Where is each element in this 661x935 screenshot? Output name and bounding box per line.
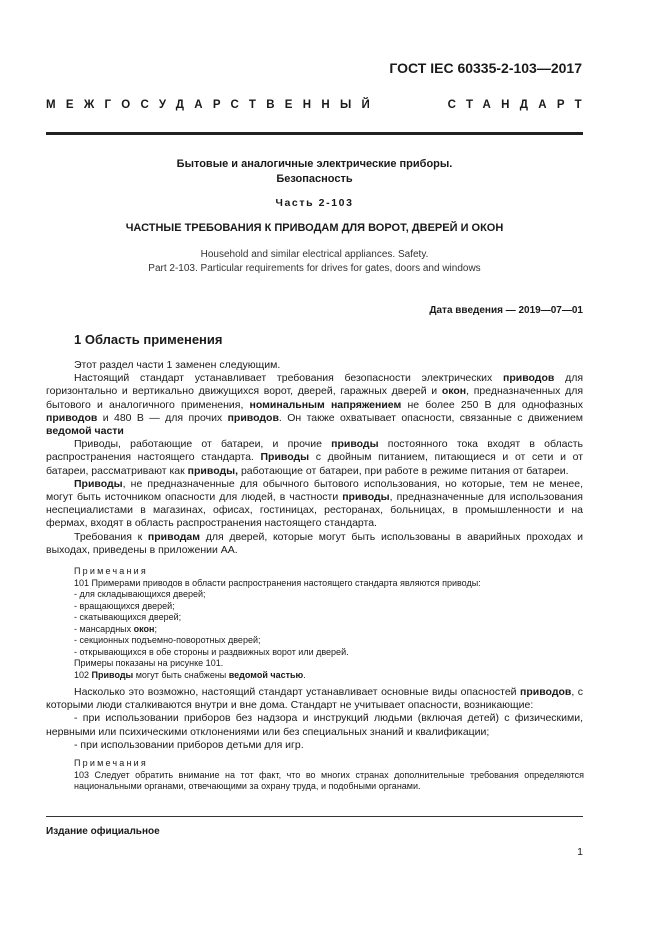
page-number: 1 bbox=[577, 846, 583, 858]
note-item: - открывающихся в обе стороны и раздвижных ворот или дверей. bbox=[74, 646, 349, 657]
paragraph-hazards: Насколько это возможно, настоящий стандарт устанавливает основные виды опасностей приводов, с которыми люди сталкиваются внутри и вне дома. Стандарт не учитывает опасности, возникающие: bbox=[46, 686, 584, 712]
footer-rule bbox=[46, 816, 583, 817]
english-title bbox=[46, 248, 583, 276]
paragraph-battery: Приводы, работающие от батареи, и прочие приводы постоянного тока входят в область распространения настоящего стандарта. Приводы с двойным питанием, питающиеся и от сети и от батареи, рассматривают как приводы, работающие от батареи, при работе в режиме питания от батареи. bbox=[46, 438, 584, 477]
title-block bbox=[46, 157, 583, 187]
section-heading: 1 Область применения bbox=[74, 332, 223, 347]
paragraph-emergency: Требования к приводам для дверей, которые могут быть использованы в аварийных проходах и выходах, приведены в приложении АА. bbox=[46, 530, 583, 556]
note-item: - мансардных окон; bbox=[74, 623, 157, 634]
english-title-line-2: Part 2-103. Particular requirements for drives for gates, doors and windows bbox=[148, 263, 481, 274]
notes-heading: Примечания bbox=[74, 566, 148, 576]
introduction-date: Дата введения — 2019—07—01 bbox=[429, 305, 583, 316]
notes-block-1 bbox=[74, 566, 584, 681]
note-examples: Примеры показаны на рисунке 101. bbox=[74, 658, 224, 668]
section-body-1 bbox=[46, 359, 583, 557]
note-item: - вращающихся дверей; bbox=[74, 600, 175, 611]
note-item: - для складывающихся дверей; bbox=[74, 589, 206, 599]
paragraph-scope: Настоящий стандарт устанавливает требования безопасности электрических приводов для горизонтально и вертикально движущихся ворот, дверей, гаражных дверей и окон, предназначенных для бытового и аналогичного применения, номинальным напряжением не более 250 В для однофазных приводов и 480 В — для прочих приводов. Он также охватывает опасности, связанные с движением ведомой части bbox=[46, 372, 584, 438]
standard-type-word-2: СТАНДАРТ bbox=[447, 99, 592, 111]
hazard-item: - при использовании приборов без надзора и инструкций людьми (включая детей) с физическими, нервными или психическими отклонениями или без специальных знаний и квалификации; bbox=[46, 712, 583, 738]
note-item: - секционных подъемно-поворотных дверей; bbox=[74, 635, 261, 645]
hazard-item: - при использовании приборов детьми для игр. bbox=[74, 738, 304, 751]
notes-block-2 bbox=[74, 758, 584, 793]
note-item: - скатывающихся дверей; bbox=[74, 612, 182, 622]
title-line-2: Безопасность bbox=[276, 173, 353, 185]
title-line-1: Бытовые и аналогичные электрические приборы. bbox=[176, 158, 453, 170]
header-rule bbox=[46, 132, 583, 135]
main-title: ЧАСТНЫЕ ТРЕБОВАНИЯ К ПРИВОДАМ ДЛЯ ВОРОТ, ДВЕРЕЙ И ОКОН bbox=[125, 222, 504, 234]
paragraph-replace: Этот раздел части 1 заменен следующим. bbox=[74, 359, 281, 371]
english-title-line-1: Household and similar electrical appliances. Safety. bbox=[200, 249, 429, 260]
note-103: 103 Следует обратить внимание на тот факт, что во многих странах дополнительные требования определяются национальными органами, отвечающими за охрану труда, и подобными органами. bbox=[74, 769, 584, 791]
notes-heading: Примечания bbox=[74, 758, 148, 768]
standard-type-word-1: МЕЖГОСУДАРСТВЕННЫЙ bbox=[46, 99, 381, 111]
part-label: Часть 2-103 bbox=[275, 197, 354, 209]
note-101: 101 Примерами приводов в области распространения настоящего стандарта являются приводы: bbox=[74, 577, 481, 588]
note-102: 102 Приводы могут быть снабжены ведомой частью. bbox=[74, 669, 306, 680]
standard-code: ГОСТ IEC 60335-2-103—2017 bbox=[389, 60, 582, 76]
section-body-2 bbox=[46, 686, 583, 752]
paragraph-nonhousehold: Приводы, не предназначенные для обычного бытового использования, но которые, тем не менее, могут быть источником опасности для людей, в частности приводы, предназначенные для использования неспециалистами в магазинах, офисах, гостиницах, ресторанах, больницах, в промышленности и на фермах, входят в область распространения настоящего стандарта. bbox=[46, 477, 583, 530]
edition-label: Издание официальное bbox=[46, 826, 160, 837]
